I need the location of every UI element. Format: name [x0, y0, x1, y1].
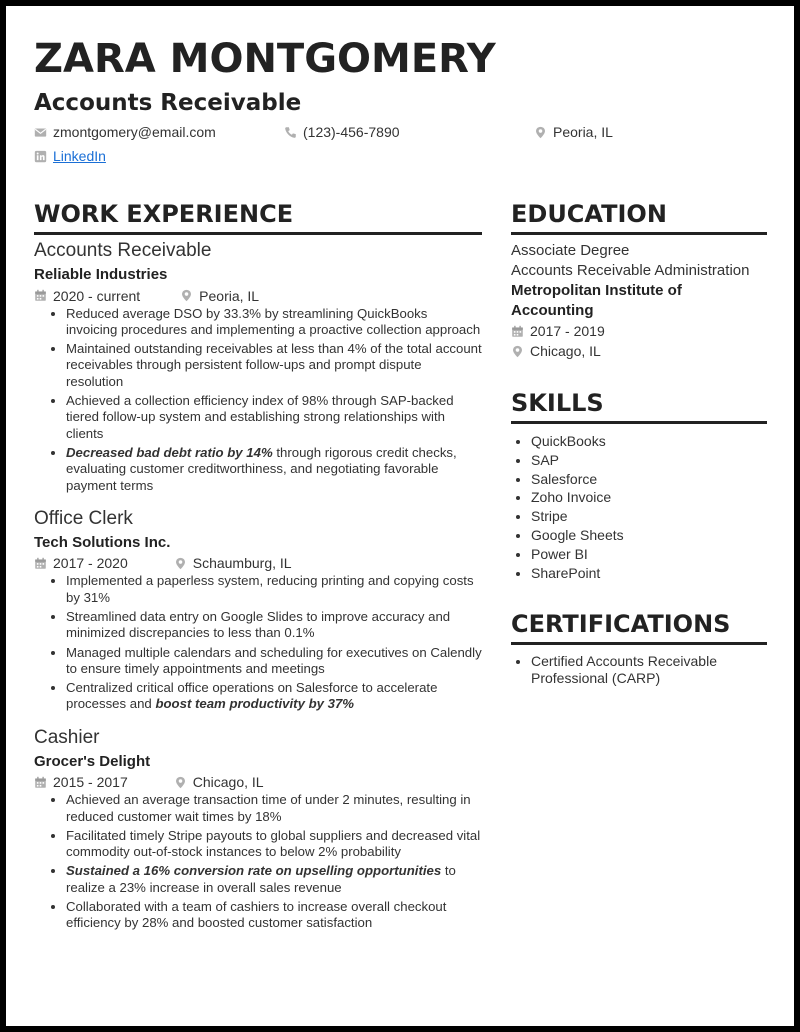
job-location — [174, 774, 264, 790]
bullet-item: • Implemented a paperless system, reducing printing and copying costs by 31% — [66, 573, 482, 606]
job-bullets — [34, 306, 482, 494]
bullet-item: • Centralized critical office operations on Salesforce to accelerate processes and boost team productivity by 37% — [66, 680, 482, 713]
resume-page — [6, 6, 794, 1026]
job-location — [180, 288, 259, 304]
job-entry — [34, 727, 482, 932]
job-meta — [34, 773, 482, 791]
envelope-icon — [34, 126, 47, 139]
skills-list — [511, 432, 767, 582]
job-entry — [34, 240, 482, 494]
job-bullets — [34, 792, 482, 931]
job-location — [174, 555, 292, 571]
education-location-text: Chicago, IL — [530, 343, 601, 359]
skill-item: • SharePoint — [531, 564, 767, 583]
job-dates-text: 2017 - 2020 — [53, 555, 128, 572]
skill-item: • SAP — [531, 451, 767, 470]
contact-email — [34, 124, 216, 140]
job-meta — [34, 287, 482, 305]
education-location — [511, 341, 767, 361]
location-text: Peoria, IL — [553, 124, 613, 140]
calendar-icon — [511, 325, 524, 338]
skill-item: • Zoho Invoice — [531, 488, 767, 507]
certifications-list — [511, 653, 767, 686]
education-entry — [511, 241, 767, 361]
calendar-icon — [34, 557, 47, 570]
email-text: zmontgomery@email.com — [53, 124, 216, 140]
certifications-heading: CERTIFICATIONS — [511, 612, 767, 645]
linkedin-icon — [34, 150, 47, 163]
map-pin-icon — [511, 345, 524, 358]
left-column — [34, 202, 482, 946]
job-bullets — [34, 573, 482, 712]
phone-text: (123)-456-7890 — [303, 124, 400, 140]
company-name: Reliable Industries — [34, 265, 168, 283]
bullet-item: • Reduced average DSO by 33.3% by streamlining QuickBooks invoicing procedures and implementing a proactive collection approach — [66, 306, 482, 339]
bullet-item: • Managed multiple calendars and scheduling for executives on Calendly to ensure timely appointments and meetings — [66, 645, 482, 678]
map-pin-icon — [174, 557, 187, 570]
bullet-item: • Collaborated with a team of cashiers to increase overall checkout efficiency by 28% and boosted customer satisfaction — [66, 899, 482, 932]
map-pin-icon — [174, 776, 187, 789]
certification-item: • Certified Accounts Receivable Professional (CARP) — [531, 653, 767, 686]
job-entry — [34, 508, 482, 713]
field-of-study: Accounts Receivable Administration — [511, 262, 750, 279]
education-heading: EDUCATION — [511, 202, 767, 235]
map-pin-icon — [180, 289, 193, 302]
bullet-item: • Maintained outstanding receivables at less than 4% of the total account receivables through persistent follow-ups and prompt dispute resolution — [66, 341, 482, 390]
job-location-text: Peoria, IL — [199, 287, 260, 304]
job-dates-text: 2020 - current — [53, 287, 141, 304]
calendar-icon — [34, 776, 47, 789]
contact-phone — [284, 124, 400, 140]
job-meta — [34, 554, 482, 572]
skill-item: • Salesforce — [531, 470, 767, 489]
skills-heading: SKILLS — [511, 391, 767, 424]
company-name: Tech Solutions Inc. — [34, 533, 171, 551]
map-pin-icon — [534, 126, 547, 139]
bullet-item: • Decreased bad debt ratio by 14% through rigorous credit checks, evaluating customer creditworthiness, and negotiating favorable payment terms — [66, 445, 482, 494]
bullet-item: • Streamlined data entry on Google Slides to improve accuracy and minimized discrepancies to less than 0.1% — [66, 609, 482, 642]
education-dates — [511, 321, 767, 341]
school-name: Metropolitan Institute of Accounting — [511, 282, 682, 319]
job-title: Cashier — [34, 726, 100, 748]
job-location-text: Schaumburg, IL — [192, 555, 292, 572]
calendar-icon — [34, 289, 47, 302]
candidate-name: ZARA MONTGOMERY — [34, 36, 496, 82]
job-dates — [34, 555, 128, 571]
bullet-item: • Facilitated timely Stripe payouts to global suppliers and decreased vital commodity out-of-stock instances to below 2% probability — [66, 828, 482, 861]
degree: Associate Degree — [511, 242, 630, 259]
job-dates-text: 2015 - 2017 — [53, 774, 128, 791]
job-dates — [34, 288, 140, 304]
job-title: Office Clerk — [34, 507, 133, 529]
education-dates-text: 2017 - 2019 — [530, 323, 605, 339]
skill-item: • Power BI — [531, 545, 767, 564]
work-experience-heading: WORK EXPERIENCE — [34, 202, 482, 235]
job-title: Accounts Receivable — [34, 240, 212, 261]
bullet-item: • Achieved an average transaction time of under 2 minutes, resulting in reduced customer wait times by 18% — [66, 792, 482, 825]
skill-item: • QuickBooks — [531, 432, 767, 451]
job-location-text: Chicago, IL — [192, 774, 264, 791]
phone-icon — [284, 126, 297, 139]
contact-linkedin — [34, 148, 106, 164]
candidate-title: Accounts Receivable — [34, 90, 302, 116]
skill-item: • Google Sheets — [531, 526, 767, 545]
bullet-item: • Achieved a collection efficiency index of 98% through SAP-backed tiered follow-up system and establishing strong relationships with clients — [66, 393, 482, 442]
company-name: Grocer's Delight — [34, 752, 151, 770]
contact-location — [534, 124, 613, 140]
job-dates — [34, 774, 128, 790]
skill-item: • Stripe — [531, 507, 767, 526]
bullet-item: • Sustained a 16% conversion rate on upselling opportunities to realize a 23% increase in overall sales revenue — [66, 863, 482, 896]
linkedin-link[interactable]: LinkedIn — [53, 148, 106, 164]
right-column — [511, 202, 767, 686]
